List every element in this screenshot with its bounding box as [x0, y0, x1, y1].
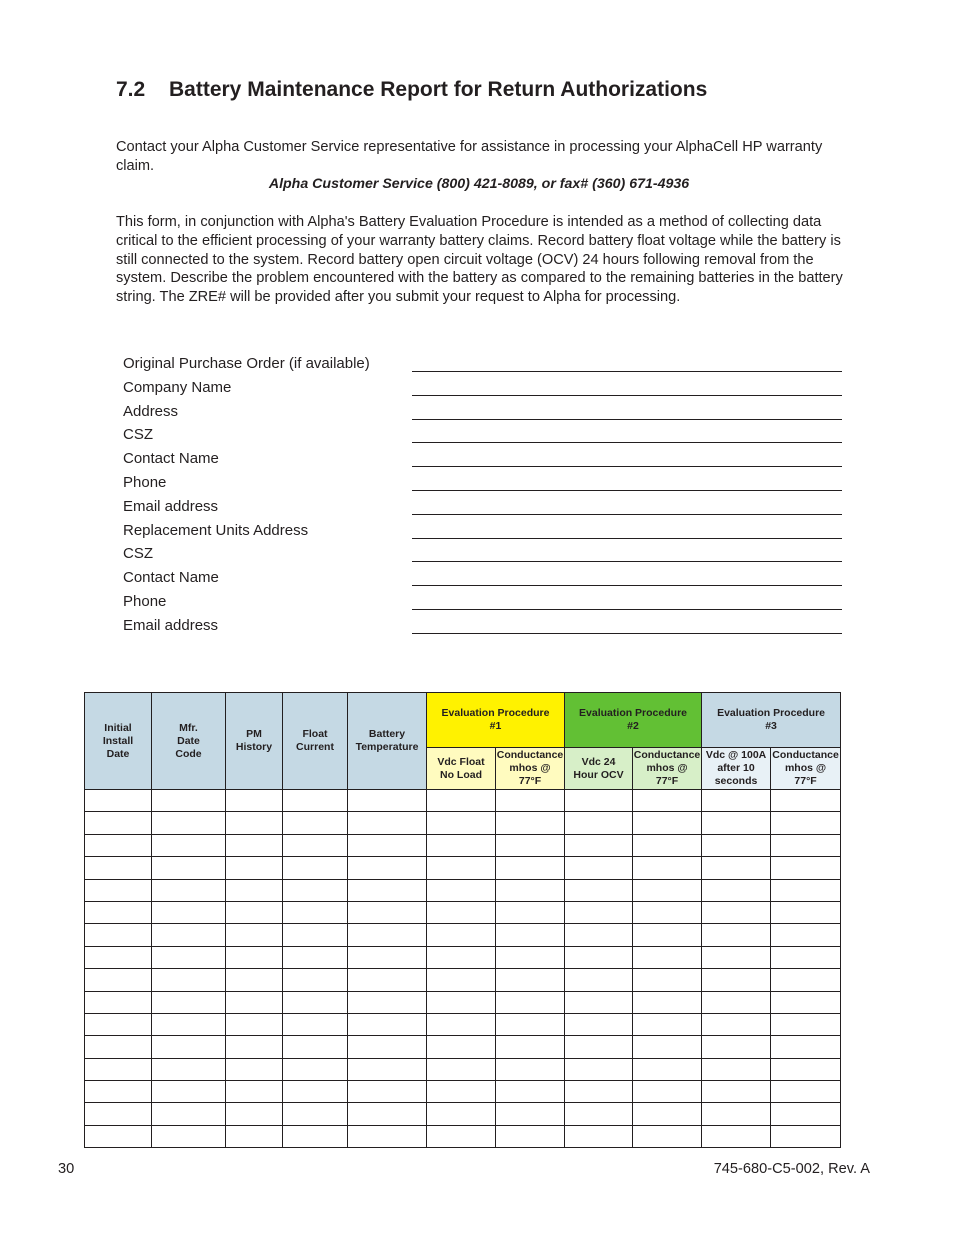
table-cell[interactable]: [496, 924, 565, 946]
table-cell[interactable]: [771, 946, 841, 968]
table-row: [85, 879, 841, 901]
table-cell[interactable]: [152, 924, 226, 946]
header-text-line: Code: [175, 747, 202, 760]
procedure-subheader: [565, 748, 633, 790]
form-field-input-line[interactable]: [412, 442, 842, 443]
form-field-label: Original Purchase Order (if available): [123, 355, 370, 372]
header-text-line: Date: [177, 734, 200, 747]
table-row: [85, 1058, 841, 1080]
table-cell[interactable]: [348, 1125, 427, 1147]
form-field-label: Address: [123, 402, 179, 420]
table-cell[interactable]: [771, 1081, 841, 1103]
column-header: [348, 693, 427, 790]
table-cell[interactable]: [633, 834, 702, 856]
form-field-label: Contact Name: [123, 569, 219, 587]
table-cell[interactable]: [565, 1058, 633, 1080]
table-cell[interactable]: [348, 969, 427, 991]
header-text-line: Current: [296, 741, 334, 753]
form-field-label: Contact Name: [123, 450, 219, 468]
table-cell[interactable]: [226, 969, 283, 991]
table-cell[interactable]: [496, 879, 565, 901]
table-row: [85, 834, 841, 856]
table-cell[interactable]: [565, 1103, 633, 1125]
table-row: [85, 1013, 841, 1035]
table-cell[interactable]: [283, 969, 348, 991]
table-cell[interactable]: [702, 1081, 771, 1103]
table-cell[interactable]: [427, 991, 496, 1013]
table-cell[interactable]: [771, 1013, 841, 1035]
table-cell[interactable]: [771, 1125, 841, 1147]
table-cell[interactable]: [348, 879, 427, 901]
table-cell[interactable]: [226, 1058, 283, 1080]
form-row: [123, 379, 843, 403]
table-cell[interactable]: [427, 1036, 496, 1058]
table-cell[interactable]: [771, 991, 841, 1013]
form-row: [123, 450, 843, 474]
table-cell[interactable]: [427, 1081, 496, 1103]
table-cell[interactable]: [427, 879, 496, 901]
table-cell[interactable]: [427, 969, 496, 991]
table-cell[interactable]: [85, 834, 152, 856]
table-cell[interactable]: [348, 946, 427, 968]
table-cell[interactable]: [348, 1103, 427, 1125]
table-cell[interactable]: [226, 1103, 283, 1125]
procedure-subheader: [702, 748, 771, 790]
table-cell[interactable]: [85, 901, 152, 923]
header-text-line: No Load: [440, 768, 482, 781]
table-cell[interactable]: [348, 812, 427, 834]
procedure-subheader: [771, 748, 841, 790]
header-text-line: Evaluation Procedure: [717, 707, 826, 719]
table-cell[interactable]: [565, 1013, 633, 1035]
table-cell[interactable]: [152, 812, 226, 834]
header-text-line: Conductance: [772, 749, 839, 761]
table-cell[interactable]: [427, 1058, 496, 1080]
instructions-paragraph: This form, in conjunction with Alpha's Battery Evaluation Procedure is intended as a method of collecting data critical to the efficient processing of your warranty battery claims. Record battery float voltage while the battery is still connected to the system. Record battery open circuit voltage (OCV) 24 hours following removal from the system. Describe the problem encountered with the battery as compared to the remaining batteries in the battery string. The ZRE# will be provided after you submit your request to Alpha for processing.: [116, 214, 843, 306]
form-field-label: CSZ: [123, 545, 153, 563]
table-cell[interactable]: [85, 991, 152, 1013]
procedure-subheader: [496, 748, 565, 790]
table-cell[interactable]: [633, 946, 702, 968]
table-cell[interactable]: [226, 790, 283, 812]
form-field-input-line[interactable]: [412, 419, 842, 420]
table-row: [85, 1081, 841, 1103]
table-cell[interactable]: [427, 1125, 496, 1147]
form-field-label: Phone: [123, 593, 167, 610]
table-cell[interactable]: [427, 812, 496, 834]
table-cell[interactable]: [633, 924, 702, 946]
table-cell[interactable]: [771, 1058, 841, 1080]
table-cell[interactable]: [152, 1036, 226, 1058]
table-cell[interactable]: [565, 834, 633, 856]
table-cell[interactable]: [348, 790, 427, 812]
table-cell[interactable]: [771, 857, 841, 879]
table-cell[interactable]: [702, 790, 771, 812]
table-cell[interactable]: [226, 924, 283, 946]
page-number: 30: [58, 1161, 75, 1177]
table-cell[interactable]: [152, 991, 226, 1013]
table-cell[interactable]: [152, 857, 226, 879]
table-cell[interactable]: [427, 924, 496, 946]
table-cell[interactable]: [702, 1058, 771, 1080]
table-cell[interactable]: [283, 879, 348, 901]
evaluation-procedure-header: [702, 693, 841, 748]
table-cell[interactable]: [496, 857, 565, 879]
table-cell[interactable]: [702, 924, 771, 946]
table-cell[interactable]: [152, 834, 226, 856]
table-cell[interactable]: [283, 812, 348, 834]
table-row: [85, 1125, 841, 1147]
table-cell[interactable]: [427, 901, 496, 923]
table-cell[interactable]: [152, 946, 226, 968]
table-cell[interactable]: [152, 879, 226, 901]
table-cell[interactable]: [85, 812, 152, 834]
table-cell[interactable]: [283, 1081, 348, 1103]
table-cell[interactable]: [348, 924, 427, 946]
form-row: [123, 569, 843, 593]
table-cell[interactable]: [226, 991, 283, 1013]
table-cell[interactable]: [496, 901, 565, 923]
header-text-line: Battery: [368, 728, 406, 740]
table-cell[interactable]: [633, 991, 702, 1013]
table-cell[interactable]: [496, 1081, 565, 1103]
table-cell[interactable]: [348, 834, 427, 856]
table-cell[interactable]: [565, 901, 633, 923]
section-title: Battery Maintenance Report for Return Authorizations: [169, 78, 708, 101]
header-text-line: Initial: [104, 721, 132, 734]
form-field-label: Phone: [123, 474, 167, 491]
table-cell[interactable]: [496, 1125, 565, 1147]
table-row: [85, 991, 841, 1013]
form-row: [123, 498, 843, 522]
table-cell[interactable]: [283, 834, 348, 856]
table-cell[interactable]: [226, 901, 283, 923]
table-cell[interactable]: [85, 1013, 152, 1035]
table-cell[interactable]: [226, 812, 283, 834]
table-cell[interactable]: [702, 946, 771, 968]
header-text-line: #1: [489, 720, 502, 732]
table-cell[interactable]: [427, 790, 496, 812]
table-cell[interactable]: [85, 1125, 152, 1147]
table-cell[interactable]: [771, 879, 841, 901]
table-cell[interactable]: [565, 812, 633, 834]
table-cell[interactable]: [85, 1036, 152, 1058]
procedure-subheader: [633, 748, 702, 790]
header-text-line: #3: [765, 720, 777, 732]
form-field-input-line[interactable]: [412, 561, 842, 562]
table-cell[interactable]: [348, 1058, 427, 1080]
table-cell[interactable]: [152, 1013, 226, 1035]
table-cell[interactable]: [496, 946, 565, 968]
table-cell[interactable]: [565, 1125, 633, 1147]
header-text-line: Vdc @ 100A: [705, 749, 767, 761]
header-text-line: Mfr.: [179, 721, 198, 734]
header-text-line: Evaluation Procedure: [441, 707, 550, 719]
procedure-subheader: [427, 748, 496, 790]
table-cell[interactable]: [771, 901, 841, 923]
form-row: [123, 426, 843, 450]
header-text-line: #2: [627, 720, 639, 732]
header-text-line: Vdc 24: [581, 755, 616, 768]
table-cell[interactable]: [226, 1125, 283, 1147]
table-cell[interactable]: [283, 924, 348, 946]
table-cell[interactable]: [702, 879, 771, 901]
table-cell[interactable]: [348, 1036, 427, 1058]
table-cell[interactable]: [283, 946, 348, 968]
table-cell[interactable]: [565, 991, 633, 1013]
table-cell[interactable]: [633, 1058, 702, 1080]
table-cell[interactable]: [771, 969, 841, 991]
header-text-line: History: [235, 741, 273, 753]
table-cell[interactable]: [565, 1036, 633, 1058]
table-cell[interactable]: [283, 790, 348, 812]
table-cell[interactable]: [85, 879, 152, 901]
form-row: [123, 617, 843, 641]
table-cell[interactable]: [348, 901, 427, 923]
header-text-line: seconds: [714, 775, 758, 787]
table-cell[interactable]: [565, 924, 633, 946]
table-row: [85, 1036, 841, 1058]
form-row: [123, 355, 843, 379]
table-cell[interactable]: [85, 790, 152, 812]
table-cell[interactable]: [565, 879, 633, 901]
header-text-line: 77°F: [518, 775, 542, 787]
table-cell[interactable]: [771, 1036, 841, 1058]
form-field-input-line[interactable]: [412, 538, 842, 539]
table-cell[interactable]: [152, 1058, 226, 1080]
table-cell[interactable]: [85, 857, 152, 879]
table-cell[interactable]: [771, 1103, 841, 1125]
table-cell[interactable]: [496, 1103, 565, 1125]
column-header: [85, 693, 152, 790]
table-cell[interactable]: [633, 1125, 702, 1147]
table-cell[interactable]: [496, 834, 565, 856]
table-cell[interactable]: [496, 991, 565, 1013]
table-cell[interactable]: [771, 834, 841, 856]
form-field-input-line[interactable]: [412, 609, 842, 610]
table-cell[interactable]: [348, 857, 427, 879]
section-heading: [116, 78, 707, 102]
table-cell[interactable]: [348, 1081, 427, 1103]
table-cell[interactable]: [771, 812, 841, 834]
table-cell[interactable]: [633, 812, 702, 834]
form-field-label: Email address: [123, 616, 219, 634]
table-cell[interactable]: [427, 946, 496, 968]
form-row: [123, 474, 843, 498]
table-cell[interactable]: [633, 857, 702, 879]
table-cell[interactable]: [152, 969, 226, 991]
table-cell[interactable]: [226, 1081, 283, 1103]
column-header: [283, 693, 348, 790]
table-cell[interactable]: [702, 969, 771, 991]
evaluation-procedure-header: [565, 693, 702, 748]
header-text-line: Install: [102, 734, 134, 747]
form-field-label: Email address: [123, 497, 219, 515]
table-cell[interactable]: [496, 812, 565, 834]
table-cell[interactable]: [348, 1013, 427, 1035]
header-text-line: Temperature: [355, 741, 419, 753]
intro-paragraph: Contact your Alpha Customer Service representative for assistance in processing your AlphaCell HP warranty claim.: [116, 139, 823, 174]
header-text-line: Hour OCV: [573, 768, 624, 781]
table-cell[interactable]: [702, 1125, 771, 1147]
table-cell[interactable]: [283, 1058, 348, 1080]
table-cell[interactable]: [702, 991, 771, 1013]
table-row: [85, 946, 841, 968]
table-row: [85, 969, 841, 991]
header-text-line: PM: [246, 728, 262, 740]
table-cell[interactable]: [702, 901, 771, 923]
table-cell[interactable]: [633, 1103, 702, 1125]
table-cell[interactable]: [702, 1103, 771, 1125]
table-row: [85, 857, 841, 879]
table-cell[interactable]: [427, 1103, 496, 1125]
table-cell[interactable]: [771, 924, 841, 946]
table-cell[interactable]: [702, 857, 771, 879]
header-text-line: mhos @: [784, 762, 827, 774]
table-cell[interactable]: [152, 790, 226, 812]
table-cell[interactable]: [348, 991, 427, 1013]
table-cell[interactable]: [633, 879, 702, 901]
header-text-line: Vdc Float: [437, 755, 485, 768]
document-id: 745-680-C5-002, Rev. A: [713, 1161, 870, 1177]
table-cell[interactable]: [496, 969, 565, 991]
form-field-input-line[interactable]: [412, 371, 842, 372]
table-cell[interactable]: [283, 1125, 348, 1147]
table-cell[interactable]: [283, 991, 348, 1013]
table-cell[interactable]: [427, 857, 496, 879]
table-cell[interactable]: [565, 969, 633, 991]
table-row: [85, 790, 841, 812]
column-header: [226, 693, 283, 790]
form-field-label: Replacement Units Address: [123, 521, 309, 539]
form-field-input-line[interactable]: [412, 514, 842, 515]
table-cell[interactable]: [633, 1013, 702, 1035]
table-cell[interactable]: [702, 812, 771, 834]
customer-service-contact: Alpha Customer Service (800) 421-8089, or fax# (360) 671-4936: [268, 176, 690, 192]
table-cell[interactable]: [496, 790, 565, 812]
section-number: 7.2: [116, 78, 146, 101]
header-text-line: 77°F: [794, 775, 817, 787]
table-cell[interactable]: [702, 1013, 771, 1035]
table-cell[interactable]: [226, 946, 283, 968]
table-cell[interactable]: [633, 790, 702, 812]
table-cell[interactable]: [427, 834, 496, 856]
form-field-label: Company Name: [123, 378, 232, 396]
form-field-input-line[interactable]: [412, 490, 842, 491]
header-text-line: Conductance: [633, 749, 701, 761]
form-row: [123, 522, 843, 546]
table-cell[interactable]: [496, 1058, 565, 1080]
table-cell[interactable]: [496, 1013, 565, 1035]
table-cell[interactable]: [565, 790, 633, 812]
table-row: [85, 901, 841, 923]
table-cell[interactable]: [633, 901, 702, 923]
header-text-line: 77°F: [655, 775, 679, 787]
table-cell[interactable]: [152, 1125, 226, 1147]
form-field-input-line[interactable]: [412, 585, 842, 586]
table-cell[interactable]: [283, 857, 348, 879]
header-text-line: Conductance: [496, 749, 564, 761]
table-cell[interactable]: [283, 901, 348, 923]
evaluation-procedure-header: [427, 693, 565, 748]
table-cell[interactable]: [496, 1036, 565, 1058]
table-cell[interactable]: [283, 1103, 348, 1125]
header-text-line: mhos @: [509, 762, 551, 774]
table-cell[interactable]: [85, 1103, 152, 1125]
table-cell[interactable]: [226, 1013, 283, 1035]
form-field-input-line[interactable]: [412, 466, 842, 467]
form-row: [123, 403, 843, 427]
form-field-input-line[interactable]: [412, 395, 842, 396]
table-cell[interactable]: [565, 857, 633, 879]
column-header: [152, 693, 226, 790]
table-cell[interactable]: [85, 924, 152, 946]
table-cell[interactable]: [702, 834, 771, 856]
table-cell[interactable]: [226, 857, 283, 879]
table-cell[interactable]: [565, 946, 633, 968]
table-cell[interactable]: [771, 790, 841, 812]
table-cell[interactable]: [283, 1036, 348, 1058]
table-cell[interactable]: [85, 1081, 152, 1103]
form-row: [123, 545, 843, 569]
form-row: [123, 593, 843, 617]
table-row: [85, 812, 841, 834]
form-field-label: CSZ: [123, 426, 153, 444]
table-cell[interactable]: [702, 1036, 771, 1058]
table-cell[interactable]: [633, 1081, 702, 1103]
table-cell[interactable]: [427, 1013, 496, 1035]
header-text-line: Float: [302, 728, 328, 740]
table-cell[interactable]: [152, 901, 226, 923]
table-cell[interactable]: [85, 1058, 152, 1080]
battery-report-table: [84, 692, 841, 1148]
header-text-line: Date: [106, 747, 130, 760]
form-field-input-line[interactable]: [412, 633, 842, 634]
header-text-line: after 10: [717, 762, 755, 774]
table-cell[interactable]: [565, 1081, 633, 1103]
table-cell[interactable]: [633, 969, 702, 991]
table-cell[interactable]: [152, 1081, 226, 1103]
table-cell[interactable]: [633, 1036, 702, 1058]
table-row: [85, 1103, 841, 1125]
table-cell[interactable]: [85, 969, 152, 991]
header-text-line: Evaluation Procedure: [579, 707, 687, 719]
table-cell[interactable]: [152, 1103, 226, 1125]
table-cell[interactable]: [226, 1036, 283, 1058]
table-cell[interactable]: [226, 834, 283, 856]
table-cell[interactable]: [85, 946, 152, 968]
table-cell[interactable]: [226, 879, 283, 901]
table-cell[interactable]: [283, 1013, 348, 1035]
table-row: [85, 924, 841, 946]
header-text-line: mhos @: [646, 762, 688, 774]
